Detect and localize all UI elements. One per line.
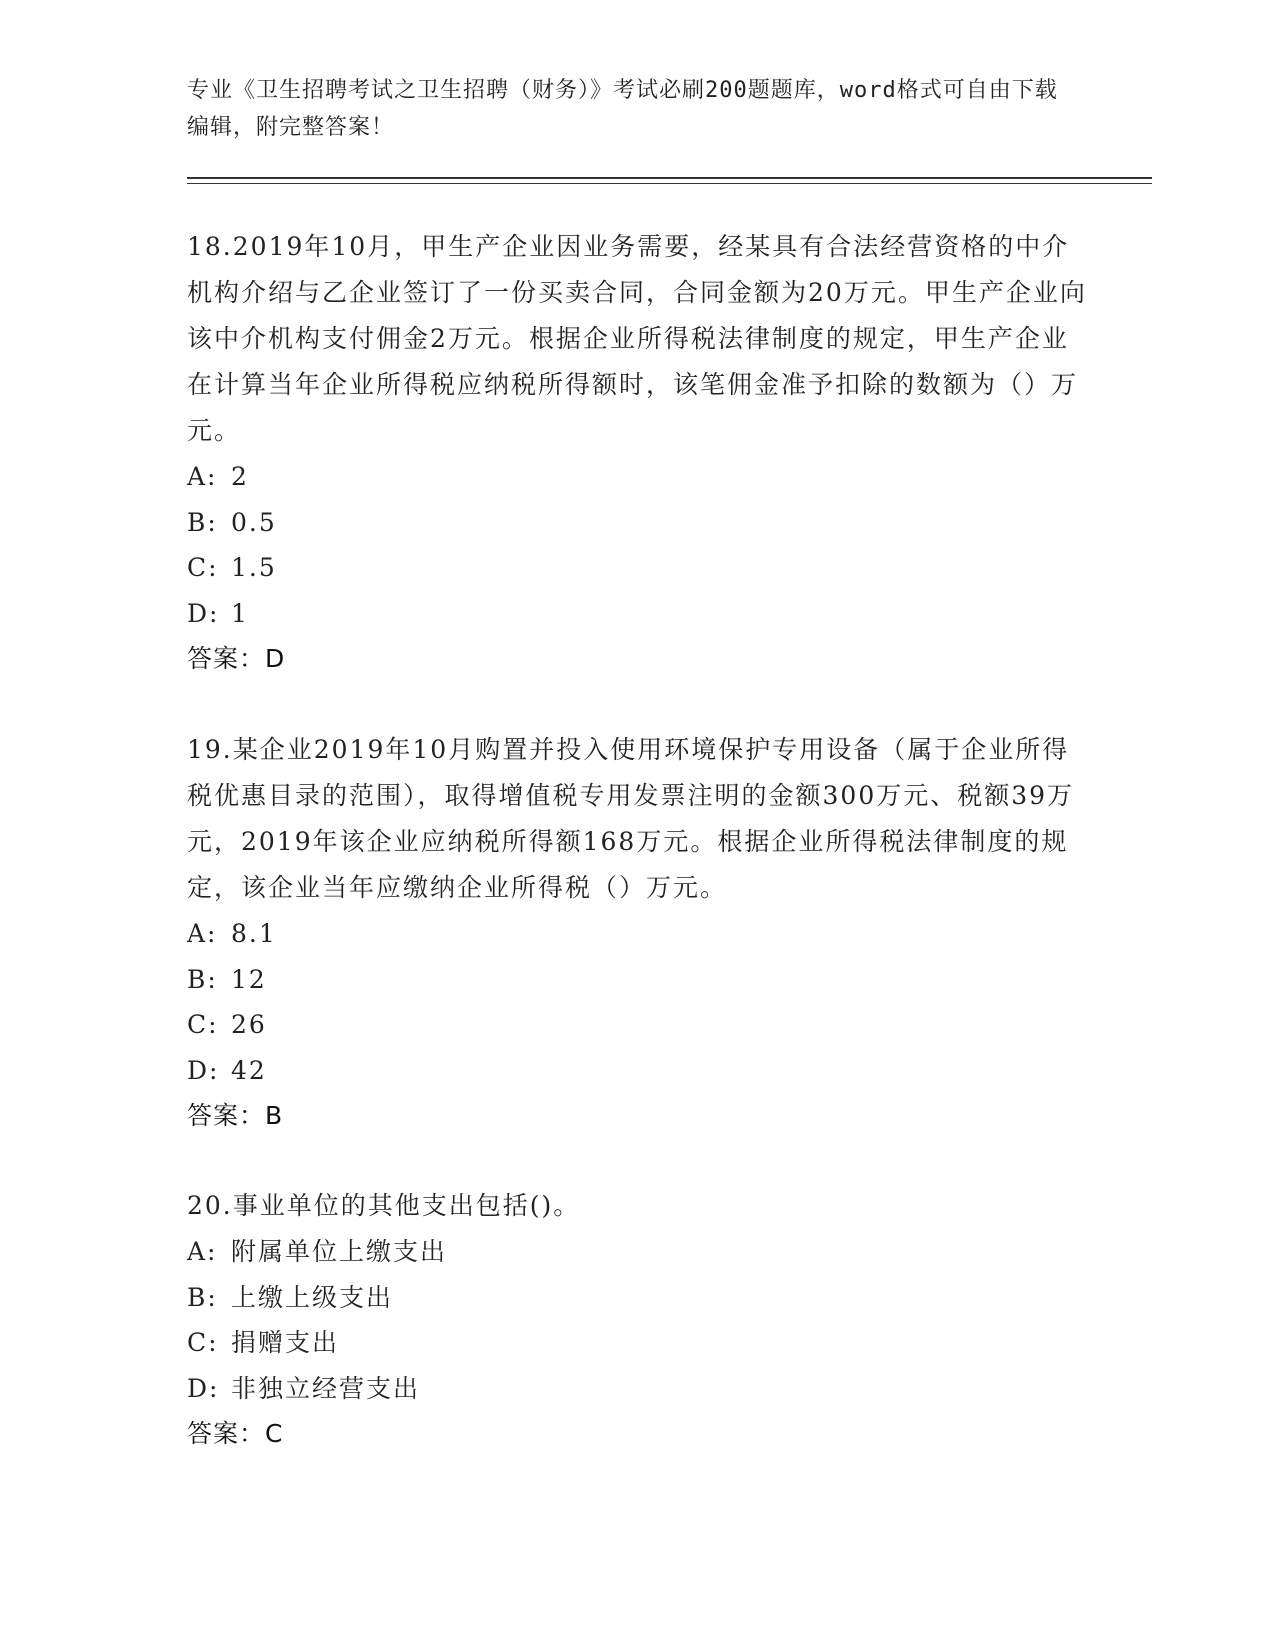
option-letter: C: [187,1328,219,1357]
option-letter: B: [187,1282,218,1312]
answer-label: 答案：B [187,1101,284,1130]
option-b [187,1275,1087,1321]
option-d [187,1366,1087,1412]
question-text: 18.2019年10月，甲生产企业因业务需要，经某具有合法经营资格的中介机构介绍与乙企业签订了一份买卖合同，合同金额为20万元。甲生产企业向该中介机构支付佣金2万元。根据企业所得税法律制度的规定，甲生产企业在计算当年企业所得税应纳税所得额时，该笔佣金准予扣除的数额为（）万元。 [187,232,1087,445]
option-letter: A: [187,1237,218,1266]
option-list [187,911,1087,1093]
question-18 [187,224,1087,682]
option-b [187,500,1087,546]
option-c [187,1002,1087,1048]
option-value: 1.5 [231,553,277,582]
option-letter: B: [187,507,218,537]
option-a [187,454,1087,500]
option-letter: C: [187,1010,219,1039]
option-value: 8.1 [231,919,277,948]
header-divider-thin [187,183,1152,184]
option-value: 附属单位上缴支出 [231,1237,448,1266]
answer-label: 答案：C [187,1419,284,1448]
option-value: 0.5 [231,507,277,537]
option-letter: D: [187,598,220,628]
option-d [187,591,1087,637]
option-list [187,1229,1087,1411]
option-value: 上缴上级支出 [231,1282,394,1312]
option-letter: A: [187,919,218,948]
option-value: 2 [231,462,249,491]
option-letter: C: [187,553,219,582]
option-letter: D: [187,1055,220,1085]
option-value: 12 [231,964,267,994]
option-d [187,1048,1087,1094]
option-value: 捐赠支出 [231,1328,340,1357]
option-value: 42 [231,1055,267,1085]
question-19 [187,727,1087,1139]
header-divider-thick [187,177,1152,179]
option-letter: B: [187,964,218,994]
answer-label: 答案：D [187,644,286,673]
option-a [187,1229,1087,1275]
option-c [187,1320,1087,1366]
option-b [187,957,1087,1003]
option-letter: A: [187,462,218,491]
document-header: 专业《卫生招聘考试之卫生招聘（财务）》考试必刷200题题库，word格式可自由下载编辑，附完整答案！ [187,78,1058,140]
option-value: 26 [231,1010,267,1039]
option-value: 非独立经营支出 [231,1373,421,1403]
option-c [187,545,1087,591]
question-text: 20.事业单位的其他支出包括()。 [187,1191,581,1220]
question-text: 19.某企业2019年10月购置并投入使用环境保护专用设备（属于企业所得税优惠目录的范围），取得增值税专用发票注明的金额300万元、税额39万元，2019年该企业应纳税所得额168万元。根据企业所得税法律制度的规定，该企业当年应缴纳企业所得税（）万元。 [187,735,1075,902]
option-list [187,454,1087,636]
option-a [187,911,1087,957]
option-letter: D: [187,1373,220,1403]
option-value: 1 [231,598,249,628]
question-20 [187,1183,1087,1457]
